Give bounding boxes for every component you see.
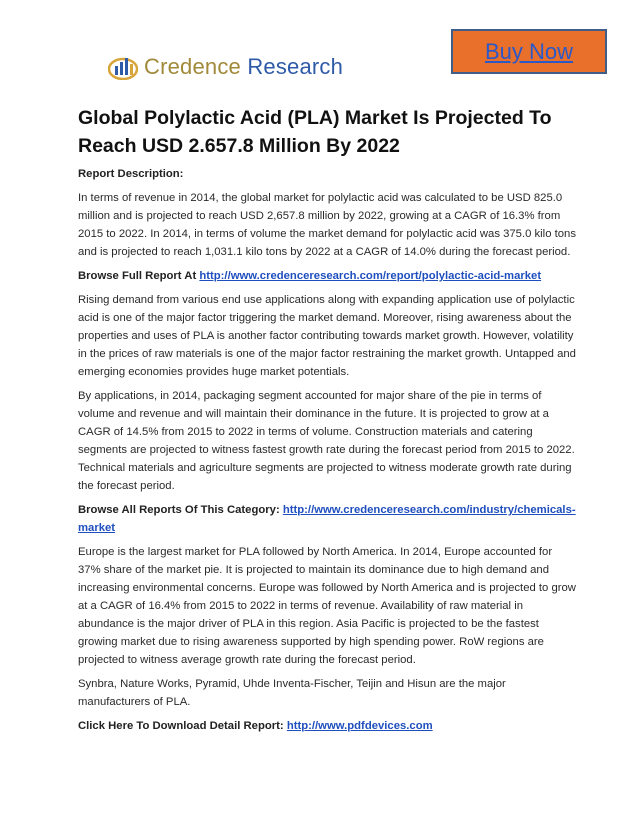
full-report-link[interactable]: http://www.credenceresearch.com/report/polylactic-acid-market [199,270,542,282]
logo-word-credence: Credence [144,54,241,79]
paragraph-applications: By applications, in 2014, packaging segment accounted for major share of the pie in terms of volume and revenue and will maintain their dominance in the future. It is projected to grow at a CAGR of 14.5% from 2015 to 2022 in terms of volume. Construction materials and catering segments are projected to witness fastest growth rate during the forecast period from 2015 to 2022. Technical materials and agriculture segments are projected to witness moderate growth rate during the forecast period. [78,390,575,492]
page-title: Global Polylactic Acid (PLA) Market Is Projected To Reach USD 2.657.8 Million By 2022 [78,107,552,157]
paragraph-demand: Rising demand from various end use applications along with expanding application use of polylactic acid is one of the major factor triggering the market demand. Moreover, rising awareness about the properties and uses of PLA is another factor contributing towards market growth. However, volatility in the prices of raw materials is one of the major factor restraining the market growth. Untapped and emerging economies provides huge market potentials. [78,294,576,378]
report-body [78,165,576,741]
category-link[interactable]: http://www.credenceresearch.com/industry/chemicals-market [78,504,576,534]
download-label: Click Here To Download Detail Report: [78,720,287,732]
logo-text [144,54,343,80]
paragraph-regions: Europe is the largest market for PLA followed by North America. In 2014, Europe accounted for 37% share of the market pie. It is projected to maintain its dominance due to high demand and increasing environmental concerns. Europe was followed by North America and is projected to grow at a CAGR of 16.4% from 2015 to 2022 in terms of revenue. Availability of raw material in abundance is the major driver of PLA in this region. Asia Pacific is projected to be the fastest growing market due to rising awareness supported by high spending power. RoW regions are projected to witness average growth rate during the forecast period. [78,546,576,666]
logo-bars-icon [108,54,138,80]
logo-word-research: Research [247,54,344,79]
browse-full-report [78,267,576,285]
report-description-label: Report Description: [78,168,184,180]
download-link[interactable]: http://www.pdfdevices.com [286,720,433,732]
paragraph-revenue: In terms of revenue in 2014, the global market for polylactic acid was calculated to be USD 825.0 million and is projected to reach USD 2,657.8 million by 2022, growing at a CAGR of 16.3% from 2015 to 2022. In 2014, in terms of volume the market demand for polylactic acid was 375.0 kilo tons and is projected to reach 1,031.1 kilo tons by 2022 at a CAGR of 14.0% during the forecast period. [78,192,576,258]
full-report-label: Browse Full Report At [78,270,200,282]
buy-now-button[interactable] [451,29,607,74]
download-report [78,717,576,735]
buy-now-label[interactable]: Buy Now [484,38,574,64]
credence-research-logo [108,54,343,80]
paragraph-manufacturers: Synbra, Nature Works, Pyramid, Uhde Inventa-Fischer, Teijin and Hisun are the major manufacturers of PLA. [78,678,506,708]
browse-category [78,501,576,537]
category-label: Browse All Reports Of This Category: [78,504,283,516]
